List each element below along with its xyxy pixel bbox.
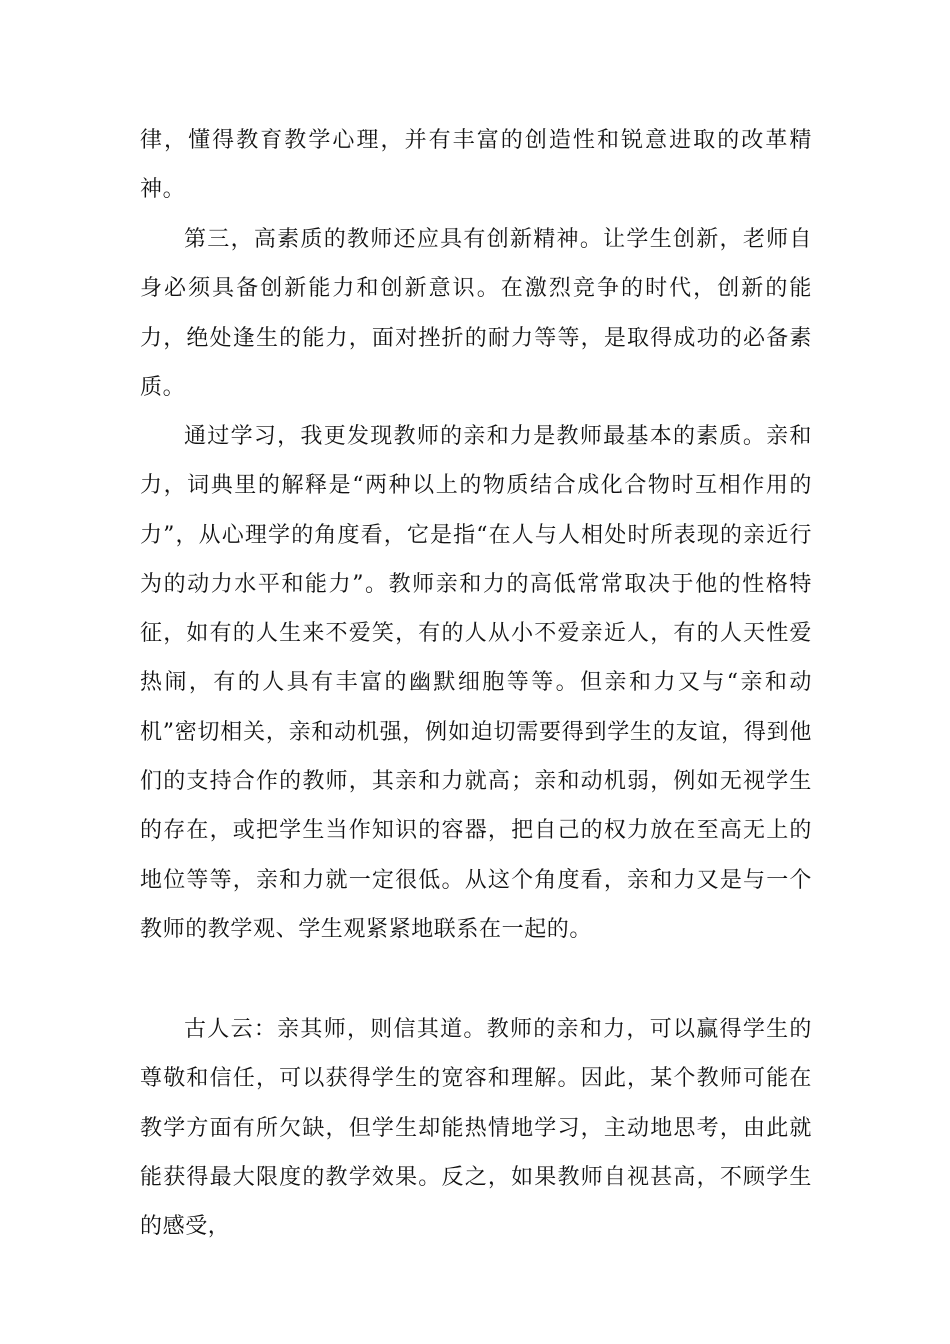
paragraph-innovation-spirit: 第三，高素质的教师还应具有创新精神。让学生创新，老师自身必须具备创新能力和创新意识。在激烈竞争的时代，创新的能力，绝处逢生的能力，面对挫折的耐力等等，是取得成功的必备素质。 xyxy=(140,227,812,400)
paragraph-ancient-saying: 古人云：亲其师，则信其道。教师的亲和力，可以赢得学生的尊敬和信任，可以获得学生的宽容和理解。因此，某个教师可能在教学方面有所欠缺，但学生却能热情地学习，主动地思考，由此就能获得最大限度的教学效果。反之，如果教师自视甚高，不顾学生的感受， xyxy=(140,1017,812,1240)
paragraph-teacher-affinity: 通过学习，我更发现教师的亲和力是教师最基本的素质。亲和力，词典里的解释是“两种以上的物质结合成化合物时互相作用的力”，从心理学的角度看，它是指“在人与人相处时所表现的亲近行为的动力水平和能力”。教师亲和力的高低常常取决于他的性格特征，如有的人生来不爱笑，有的人从小不爱亲近人，有的人天性爱热闹，有的人具有丰富的幽默细胞等等。但亲和力又与“亲和动机”密切相关，亲和动机强，例如迫切需要得到学生的友谊，得到他们的支持合作的教师，其亲和力就高；亲和动机弱，例如无视学生的存在，或把学生当作知识的容器，把自己的权力放在至高无上的地位等等，亲和力就一定很低。从这个角度看，亲和力又是与一个教师的教学观、学生观紧紧地联系在一起的。 xyxy=(140,424,812,942)
paragraph-continuation: 律，懂得教育教学心理，并有丰富的创造性和锐意进取的改革精神。 xyxy=(140,128,812,203)
